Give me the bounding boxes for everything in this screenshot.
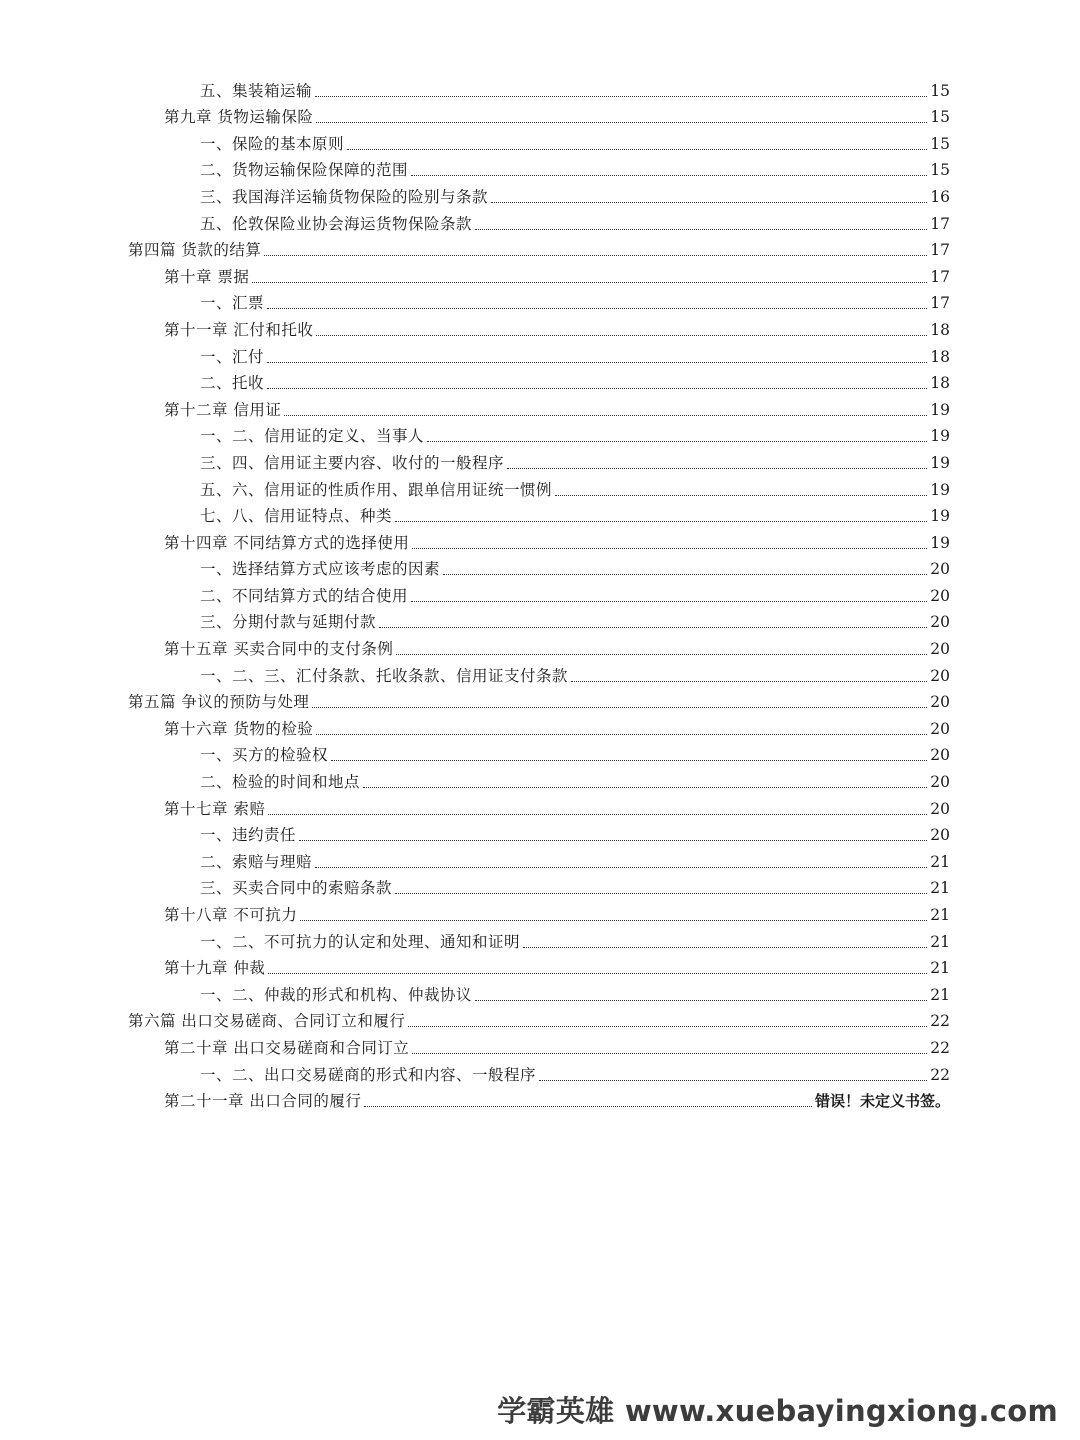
toc-entry-page: 15 bbox=[930, 161, 950, 180]
toc-entry[interactable] bbox=[0, 446, 1080, 473]
toc-entry-page: 19 bbox=[930, 480, 950, 499]
toc-entry[interactable] bbox=[0, 74, 1080, 101]
toc-entry-title: 一、二、仲裁的形式和机构、仲裁协议 bbox=[200, 985, 473, 1004]
toc-entry-title: 一、二、信用证的定义、当事人 bbox=[200, 427, 425, 446]
toc-entry-title: 二、索赔与理赔 bbox=[200, 852, 313, 871]
toc-entry-title: 三、四、信用证主要内容、收付的一般程序 bbox=[200, 453, 505, 472]
toc-dot-leader bbox=[267, 307, 927, 309]
toc-dot-leader bbox=[411, 174, 927, 176]
toc-entry-title: 一、汇票 bbox=[200, 294, 265, 313]
toc-entry-title: 七、八、信用证特点、种类 bbox=[200, 507, 393, 526]
toc-entry-title: 第十六章 货物的检验 bbox=[164, 719, 314, 738]
toc-dot-leader bbox=[395, 892, 927, 894]
toc-entry[interactable] bbox=[0, 606, 1080, 633]
toc-dot-leader bbox=[412, 547, 927, 549]
toc-entry-title: 一、违约责任 bbox=[200, 826, 297, 845]
toc-entry[interactable] bbox=[0, 393, 1080, 420]
toc-dot-leader bbox=[555, 494, 927, 496]
toc-dot-leader bbox=[268, 972, 927, 974]
toc-dot-leader bbox=[443, 573, 927, 575]
toc-entry-title: 第十五章 买卖合同中的支付条例 bbox=[164, 640, 394, 659]
toc-entry-page: 19 bbox=[930, 507, 950, 526]
toc-entry[interactable] bbox=[0, 500, 1080, 527]
toc-entry[interactable] bbox=[0, 739, 1080, 766]
toc-entry-page: 20 bbox=[930, 826, 950, 845]
toc-dot-leader bbox=[411, 600, 927, 602]
toc-entry[interactable] bbox=[0, 712, 1080, 739]
toc-entry[interactable] bbox=[0, 978, 1080, 1005]
toc-entry-page: 19 bbox=[930, 400, 950, 419]
toc-entry[interactable] bbox=[0, 579, 1080, 606]
toc-dot-leader bbox=[379, 626, 927, 628]
toc-entry-title: 第五篇 争议的预防与处理 bbox=[128, 693, 310, 712]
toc-entry-page: 17 bbox=[930, 267, 950, 286]
toc-entry-title: 第十八章 不可抗力 bbox=[164, 906, 298, 924]
toc-entry[interactable] bbox=[0, 127, 1080, 154]
toc-entry-page: 21 bbox=[930, 932, 950, 951]
toc-entry-title: 二、检验的时间和地点 bbox=[200, 773, 361, 792]
toc-dot-leader bbox=[316, 733, 927, 735]
toc-entry[interactable] bbox=[0, 925, 1080, 952]
toc-dot-leader bbox=[316, 334, 927, 336]
toc-entry-title: 一、二、出口交易磋商的形式和内容、一般程序 bbox=[200, 1065, 537, 1084]
toc-entry-page: 15 bbox=[930, 81, 950, 100]
toc-entry-title: 一、二、不可抗力的认定和处理、通知和证明 bbox=[200, 932, 521, 951]
toc-dot-leader bbox=[300, 919, 927, 921]
toc-entry-title: 二、不同结算方式的结合使用 bbox=[200, 586, 409, 605]
toc-entry-title: 三、我国海洋运输货物保险的险别与条款 bbox=[200, 187, 489, 206]
toc-dot-leader bbox=[315, 866, 927, 868]
toc-dot-leader bbox=[396, 653, 927, 655]
toc-entry[interactable] bbox=[0, 632, 1080, 659]
toc-entry[interactable] bbox=[0, 872, 1080, 899]
toc-entry-title: 二、货物运输保险保障的范围 bbox=[200, 161, 409, 180]
toc-entry[interactable] bbox=[0, 526, 1080, 553]
toc-dot-leader bbox=[395, 520, 927, 522]
toc-entry-page: 20 bbox=[930, 560, 950, 579]
toc-entry-page: 18 bbox=[930, 320, 950, 339]
toc-entry-page: 17 bbox=[930, 214, 950, 233]
toc-entry[interactable] bbox=[0, 1085, 1080, 1112]
toc-dot-leader bbox=[312, 706, 927, 708]
toc-entry-page: 20 bbox=[930, 799, 950, 818]
toc-entry-title: 一、二、三、汇付条款、托收条款、信用证支付条款 bbox=[200, 666, 569, 685]
toc-entry-page: 19 bbox=[930, 533, 950, 552]
toc-entry-page: 20 bbox=[930, 640, 950, 659]
toc-entry-page: 22 bbox=[930, 1012, 950, 1031]
toc-entry-page: 21 bbox=[930, 985, 950, 1004]
toc-dot-leader bbox=[523, 946, 927, 948]
toc-entry-title: 第四篇 货款的结算 bbox=[128, 241, 262, 260]
toc-dot-leader bbox=[427, 440, 927, 442]
toc-dot-leader bbox=[267, 387, 927, 389]
toc-entry[interactable] bbox=[0, 553, 1080, 580]
toc-dot-leader bbox=[331, 759, 927, 761]
toc-dot-leader bbox=[571, 680, 927, 682]
toc-entry-page: 16 bbox=[930, 187, 950, 206]
toc-entry-title: 三、分期付款与延期付款 bbox=[200, 613, 377, 632]
toc-entry-page: 18 bbox=[930, 347, 950, 366]
toc-entry[interactable] bbox=[0, 154, 1080, 181]
toc-entry-title: 第十四章 不同结算方式的选择使用 bbox=[164, 533, 410, 552]
toc-entry-page: 15 bbox=[930, 108, 950, 127]
toc-dot-leader bbox=[315, 95, 927, 97]
toc-entry-page: 21 bbox=[930, 879, 950, 898]
toc-entry[interactable] bbox=[0, 952, 1080, 979]
toc-entry-title: 一、选择结算方式应该考虑的因素 bbox=[200, 560, 441, 579]
toc-entry-title: 第二十章 出口交易磋商和合同订立 bbox=[164, 1038, 410, 1057]
toc-entry-page: 20 bbox=[930, 773, 950, 792]
toc-entry-title: 五、六、信用证的性质作用、跟单信用证统一惯例 bbox=[200, 480, 553, 499]
toc-entry-title: 一、汇付 bbox=[200, 347, 265, 366]
toc-entry-page: 22 bbox=[930, 1065, 950, 1084]
toc-entry-page: 19 bbox=[930, 427, 950, 446]
toc-entry-page: 21 bbox=[930, 852, 950, 871]
toc-entry-title: 二、托收 bbox=[200, 374, 265, 393]
toc-dot-leader bbox=[347, 148, 927, 150]
toc-dot-leader bbox=[507, 467, 927, 469]
table-of-contents bbox=[0, 74, 1080, 1111]
toc-entry[interactable] bbox=[0, 765, 1080, 792]
toc-entry-page: 17 bbox=[930, 294, 950, 313]
toc-entry[interactable] bbox=[0, 420, 1080, 447]
toc-entry-title: 第十九章 仲裁 bbox=[164, 959, 266, 978]
toc-entry-page: 18 bbox=[930, 374, 950, 393]
toc-entry[interactable] bbox=[0, 207, 1080, 234]
site-watermark: 学霸英雄 www.xuebayingxiong.com bbox=[497, 1394, 1058, 1428]
toc-entry-title: 三、买卖合同中的索赔条款 bbox=[200, 879, 393, 898]
toc-entry-title: 一、保险的基本原则 bbox=[200, 134, 345, 153]
toc-entry[interactable] bbox=[0, 1005, 1080, 1032]
toc-entry-page: 20 bbox=[930, 613, 950, 632]
toc-entry-title: 第九章 货物运输保险 bbox=[164, 108, 314, 127]
toc-dot-leader bbox=[491, 201, 927, 203]
toc-entry-page: 21 bbox=[930, 906, 950, 924]
toc-entry-page: 17 bbox=[930, 241, 950, 260]
toc-dot-leader bbox=[284, 414, 927, 416]
toc-entry-title: 第六篇 出口交易磋商、合同订立和履行 bbox=[128, 1012, 406, 1031]
toc-entry-title: 五、伦敦保险业协会海运货物保险条款 bbox=[200, 214, 473, 233]
toc-entry[interactable] bbox=[0, 845, 1080, 872]
toc-entry[interactable] bbox=[0, 260, 1080, 287]
toc-dot-leader bbox=[539, 1079, 927, 1081]
toc-entry-page: 20 bbox=[930, 746, 950, 765]
toc-entry[interactable] bbox=[0, 819, 1080, 846]
toc-entry[interactable] bbox=[0, 1031, 1080, 1058]
toc-dot-leader bbox=[475, 228, 927, 230]
toc-entry[interactable] bbox=[0, 473, 1080, 500]
toc-entry-title: 第十二章 信用证 bbox=[164, 400, 282, 419]
toc-entry-title: 第十七章 索赔 bbox=[164, 799, 266, 818]
toc-dot-leader bbox=[412, 1052, 927, 1054]
toc-dot-leader bbox=[264, 254, 927, 256]
toc-entry[interactable] bbox=[0, 180, 1080, 207]
toc-entry-page: 20 bbox=[930, 666, 950, 685]
toc-entry[interactable] bbox=[0, 898, 1080, 925]
toc-entry-title: 五、集装箱运输 bbox=[200, 81, 313, 100]
toc-entry-page: 20 bbox=[930, 719, 950, 738]
toc-entry-page: 15 bbox=[930, 134, 950, 153]
toc-entry[interactable] bbox=[0, 287, 1080, 314]
toc-entry[interactable] bbox=[0, 1058, 1080, 1085]
toc-entry-page: 21 bbox=[930, 959, 950, 978]
toc-entry-title: 第十章 票据 bbox=[164, 267, 250, 286]
toc-dot-leader bbox=[363, 786, 927, 788]
toc-dot-leader bbox=[252, 281, 927, 283]
toc-dot-leader bbox=[268, 813, 927, 815]
toc-entry-title: 一、买方的检验权 bbox=[200, 746, 329, 765]
toc-entry-page: 20 bbox=[930, 586, 950, 605]
toc-dot-leader bbox=[475, 999, 927, 1001]
toc-entry[interactable] bbox=[0, 659, 1080, 686]
toc-entry-page: 22 bbox=[930, 1038, 950, 1057]
toc-entry[interactable] bbox=[0, 101, 1080, 128]
toc-entry-title: 第十一章 汇付和托收 bbox=[164, 320, 314, 339]
toc-dot-leader bbox=[364, 1105, 812, 1107]
toc-entry-title: 第二十一章 出口合同的履行 bbox=[164, 1092, 362, 1111]
toc-dot-leader bbox=[316, 121, 927, 123]
toc-dot-leader bbox=[299, 839, 927, 841]
toc-dot-leader bbox=[408, 1025, 927, 1027]
toc-dot-leader bbox=[267, 361, 927, 363]
toc-entry[interactable] bbox=[0, 686, 1080, 713]
toc-entry-page-error: 错误！未定义书签。 bbox=[814, 1092, 950, 1111]
toc-entry[interactable] bbox=[0, 313, 1080, 340]
toc-entry-page: 20 bbox=[930, 693, 950, 712]
toc-entry-page: 19 bbox=[930, 453, 950, 472]
toc-entry[interactable] bbox=[0, 234, 1080, 261]
toc-entry[interactable] bbox=[0, 367, 1080, 394]
toc-entry[interactable] bbox=[0, 792, 1080, 819]
toc-entry[interactable] bbox=[0, 340, 1080, 367]
